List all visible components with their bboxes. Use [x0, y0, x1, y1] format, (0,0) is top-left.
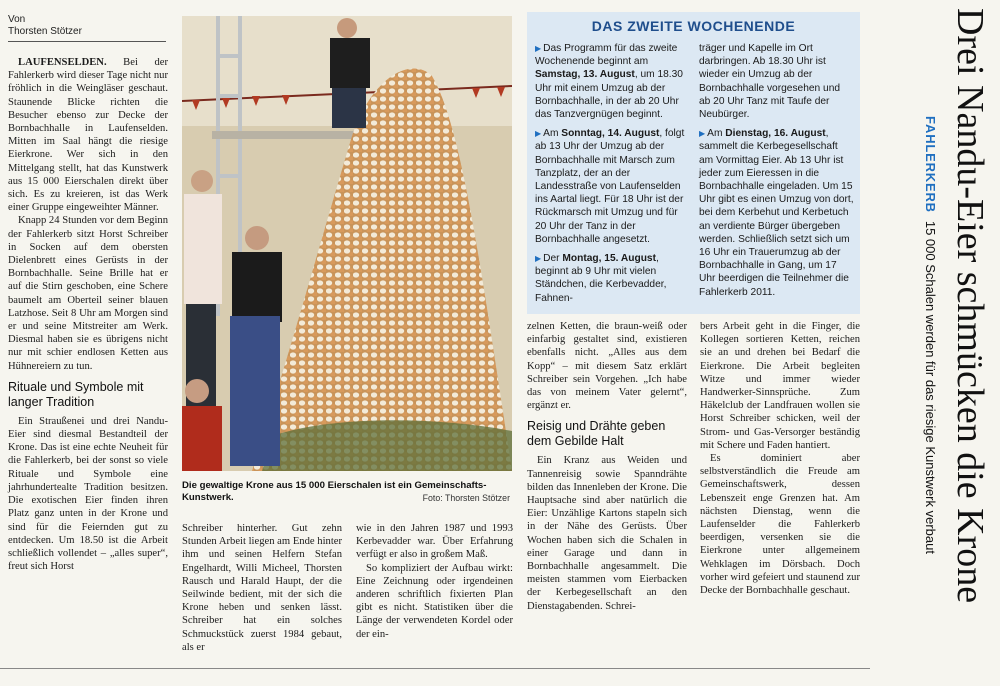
headline: Drei Nandu-Eier schmücken die Krone	[949, 8, 991, 604]
article-column-3	[356, 522, 513, 641]
col5-paragraph-2: Es dominiert aber selbstverständlich die Freude am Gemeinschaftswerk, dessen Lebenszeit enge Grenzen hat. Am nächsten Dienstag, wenn die Laufenselder die Fahlerkerb beerdigen, versenken sie die Eierkrone unter allgemeinem Wehklagen im Dörsbach. Doch vorher wird gefeiert und staunend zur Decke der Bornbachhalle geschaut.	[700, 453, 860, 597]
info-box-second-weekend	[527, 12, 860, 314]
byline-author: Thorsten Stötzer	[8, 26, 82, 37]
byline-prefix: Von	[8, 14, 26, 25]
info-monday-continued: träger und Kapelle im Ort darbringen. Ab 18.30 Uhr ist wieder ein Umzug ab der Bornbachhalle vorgesehen und ab 20 Uhr Tanz mit Taufe der Neubürger.	[699, 43, 841, 121]
col4-paragraph-1: zelnen Ketten, die braun-weiß oder einfarbig gestaltet sind, existieren ebenfalls nicht. „Alles aus dem Kopp“ – mit diesem Satz erklärt Schreiber sein Vorgehen. „Ich habe das von meinem Vater gelernt“, ergänzt er.	[527, 321, 687, 412]
bottom-rule	[0, 668, 870, 669]
bullet-triangle-icon: ▶	[535, 44, 542, 53]
kicker-text: 15 000 Schalen werden für das riesige Kunstwerk verbaut	[923, 220, 938, 554]
info-tuesday: ▶ Am Dienstag, 16. August, sammelt die Kerbegesellschaft am Vormittag Eier. Ab 13 Uhr ist jeder zum Eieressen in die Bornbachhalle eingeladen. Um 15 Uhr gibt es einen Umzug von dort, bei dem Kerbehut und Kerbetuch an verdiente Bürger übergeben werden. Schließlich setzt sich um 16 Uhr ein Trauerumzug ab der Bornbachhalle in Gang, um 17 Uhr beerdigen die Teilnehmer die Fahlerkerb 2011.	[699, 128, 854, 298]
info-box-title: DAS ZWEITE WOCHENENDE	[591, 18, 796, 34]
article-column-5	[700, 320, 860, 597]
info-box-right-column	[699, 42, 854, 305]
article-column-4	[527, 320, 687, 613]
byline	[8, 14, 166, 42]
col1-paragraph-2: Knapp 24 Stunden vor dem Beginn der Fahlerkerb sitzt Horst Schreiber in Socken auf dem obersten Dielenbrett eines Gerüsts in der Bornbachhalle. Seine Brille hat er auf die Stirn geschoben, eine Schere baumelt am Oberteil seiner blauen Latzhose. Seit 8 Uhr am Morgen sind er und seine Mitstreiter am Werk. Diesmal haben sie es übrigens nicht nur mit schier endlosen Ketten aus Hühnereiern zu tun.	[8, 215, 168, 372]
bullet-triangle-icon: ▶	[535, 254, 542, 264]
bullet-triangle-icon: ▶	[699, 129, 706, 139]
col1-paragraph-3: Ein Straußenei und drei Nandu-Eier sind diesmal Bestandteil der Krone. Das ist eine echte Neuheit für die Fahlerkerb, bei der sonst so viele Rituale und Symbole eine jahrhundertealte Tradition besitzen. Die exotischen Eier finden ihren Platz ganz unten in der Krone und sind für die Feiernden gut zu entdecken. Um 18.50 ist die Arbeit schließlich vollendet – „alles super“, freut sich Horst	[8, 415, 168, 573]
kicker-label: FAHLERKERB	[923, 116, 938, 213]
bullet-triangle-icon: ▶	[535, 129, 542, 139]
photo-credit: Foto: Thorsten Stötzer	[422, 493, 510, 503]
info-monday: ▶ Der Montag, 15. August, beginnt ab 9 Uhr mit vielen Ständchen, die Kerbevadder, Fahnen-	[535, 253, 667, 304]
kicker	[923, 116, 938, 554]
col2-paragraph-1: Schreiber hinterher. Gut zehn Stunden Arbeit liegen am Ende hinter ihm und seinen Helfern Stefan Engelhardt, Willi Micheel, Thorsten Rausch und Harald Haupt, der die Seilwinde bedient, mit der sich die Krone heben und senken lässt. Schreiber hat ein solches Schmuckstück zuerst 1984 gebaut, als er	[182, 523, 342, 653]
col3-paragraph-1: wie in den Jahren 1987 und 1993 Kerbevadder war. Über Erfahrung verfügt er also in großem Maß.	[356, 523, 513, 561]
photo-illustration	[182, 16, 512, 471]
info-sunday: ▶ Am Sonntag, 14. August, folgt ab 13 Uhr der Umzug ab der Bornbachhalle mit Marsch zum Tanzplatz, der an der Landesstraße von Laufenselden ins Aartal liegt. Für 18 Uhr ist der Rückmarsch mit Umzug und für 20 Uhr der Tanz in der Bornbachhalle angesetzt.	[535, 128, 685, 245]
egg-crown-photo	[182, 16, 512, 471]
caption-text: Die gewaltige Krone aus 15 000 Eierschalen ist ein Gemeinschafts-Kunstwerk.	[182, 480, 487, 503]
subhead-reisig: Reisig und Drähte geben dem Gebilde Halt	[527, 419, 666, 449]
article-column-2	[182, 522, 342, 654]
dateline: LAUFENSELDEN.	[18, 57, 107, 68]
vertical-title-area	[880, 8, 1000, 680]
col5-paragraph-1: bers Arbeit geht in die Finger, die Kollegen sortieren Ketten, reichen sie an und drehen bei Bedarf die Eierkrone. Die Arbeit begleiten Witze und immer wieder Handwerker-Sinnsprüche. Zum Häkelclub der Landfrauen wollen sie Horst Schreiber schicken, weil der Strom- und Gas-Versorger beständig mit Schere und Faden hantiert.	[700, 321, 860, 451]
col1-paragraph-1: Bei der Fahlerkerb wird dieser Tage nicht nur fröhlich in die Weingläser geschaut. Staunende Blicke richten die Besucher ebenso zur Decke der Bornbachhalle in Laufenselden. Mitten im Saal hängt die riesige Eierkrone. Wer sich in den Mittelgang stellt, hat das Kunstwerk aus 15 000 Eierschalen direkt über sich. Es zu kreieren, ist das Werk einer Gruppe eingeweihter Männer.	[8, 57, 168, 214]
subhead-rituale: Rituale und Symbole mit langer Tradition	[8, 379, 144, 409]
info-saturday: ▶ Das Programm für das zweite Wochenende beginnt am Samstag, 13. August, um 18.30 Uhr mit einem Umzug ab der Bornbachhalle, in der ab 20 Uhr das Tanzvergnügen beginnt.	[535, 43, 683, 121]
col4-paragraph-2: Ein Kranz aus Weiden und Tannenreisig sowie Spanndrähte bilden das Innenleben der Krone. Die Hauptsache sind aber natürlich die Eier: Unzählige Kartons stapeln sich in der Nähe des Gerüsts. Über Wochen haben sich die Schalen in einer Garage und dann in Bornbachhalle angesammelt. Die meisten stammen vom Eierbacken der Kerbegesellschaft an den Dienstagabenden. Schrei-	[527, 455, 687, 612]
col3-paragraph-2: So kompliziert der Aufbau wirkt: Eine Zeichnung oder irgendeinen anderen schriftlich fixierten Plan gibt es nicht. Statistiken über die Länge der verwendeten Kordel oder der ein-	[356, 562, 513, 640]
info-box-left-column	[535, 42, 690, 311]
photo-caption	[182, 480, 512, 504]
article-column-1	[8, 56, 168, 573]
